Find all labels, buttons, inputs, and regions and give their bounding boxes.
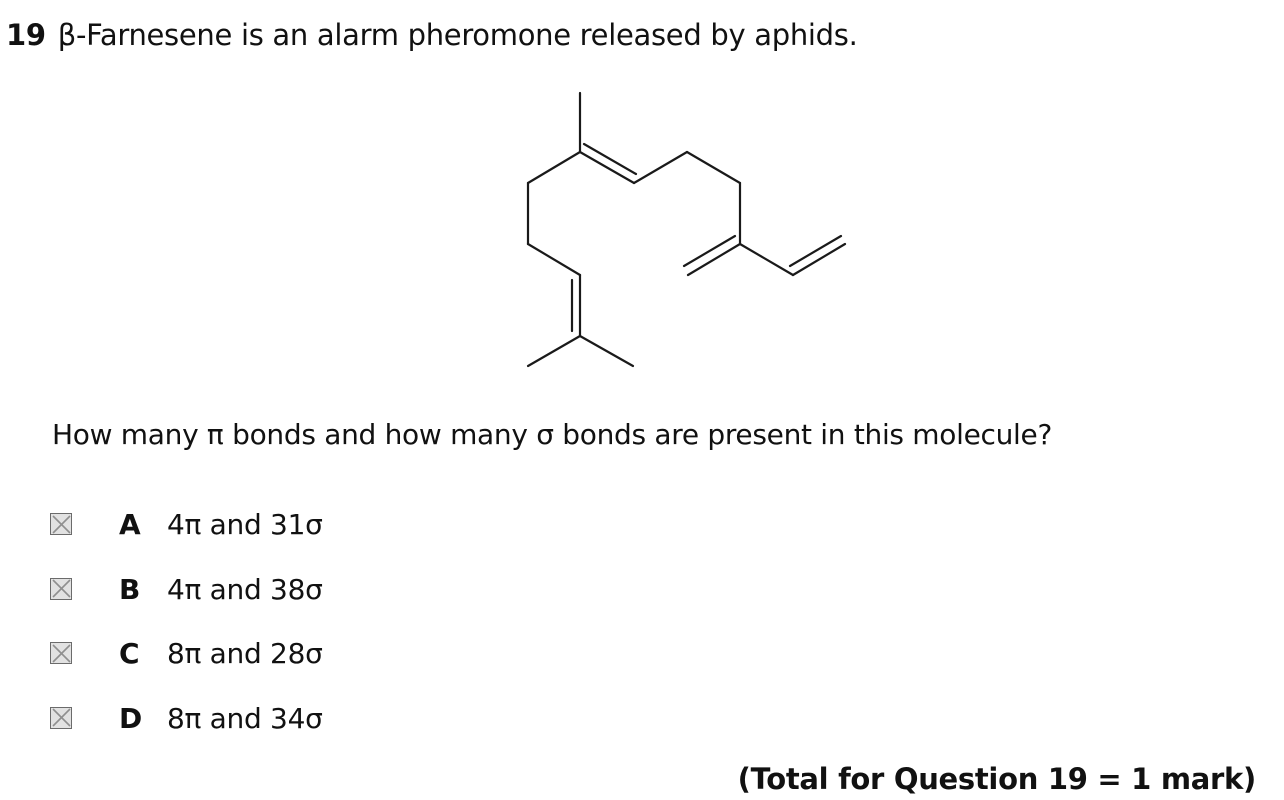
option-a-checkbox[interactable]	[50, 513, 72, 535]
question-stem: β-Farnesene is an alarm pheromone released by aphids.	[57, 18, 858, 52]
bond	[740, 244, 793, 275]
bond	[528, 244, 580, 275]
bond	[528, 152, 580, 183]
option-c[interactable]	[50, 637, 323, 702]
option-letter: B	[119, 572, 141, 606]
option-text: 4π and 38σ	[167, 572, 323, 606]
question-number: 19	[6, 18, 46, 52]
bond	[580, 336, 633, 366]
bond	[687, 152, 740, 183]
option-c-checkbox[interactable]	[50, 642, 72, 664]
option-text: 8π and 28σ	[167, 637, 323, 670]
option-b-checkbox[interactable]	[50, 578, 72, 600]
bond	[634, 152, 687, 183]
beta-farnesene-structure	[500, 80, 860, 380]
bond	[528, 336, 580, 366]
option-d[interactable]	[50, 702, 323, 767]
option-text: 4π and 31σ	[167, 508, 323, 541]
cross-box-icon	[52, 515, 71, 534]
question-header	[6, 18, 858, 52]
answer-options	[50, 508, 323, 766]
option-a[interactable]	[50, 508, 323, 573]
option-b[interactable]	[50, 573, 323, 638]
cross-box-icon	[52, 579, 71, 598]
option-letter: D	[119, 701, 143, 735]
option-letter: A	[119, 508, 141, 541]
option-d-checkbox[interactable]	[50, 707, 72, 729]
cross-box-icon	[52, 708, 71, 727]
cross-box-icon	[52, 644, 71, 663]
total-marks: (Total for Question 19 = 1 mark)	[737, 762, 1256, 796]
option-text: 8π and 34σ	[167, 701, 323, 735]
question-prompt: How many π bonds and how many σ bonds are present in this molecule?	[52, 418, 1053, 451]
option-letter: C	[119, 637, 140, 670]
